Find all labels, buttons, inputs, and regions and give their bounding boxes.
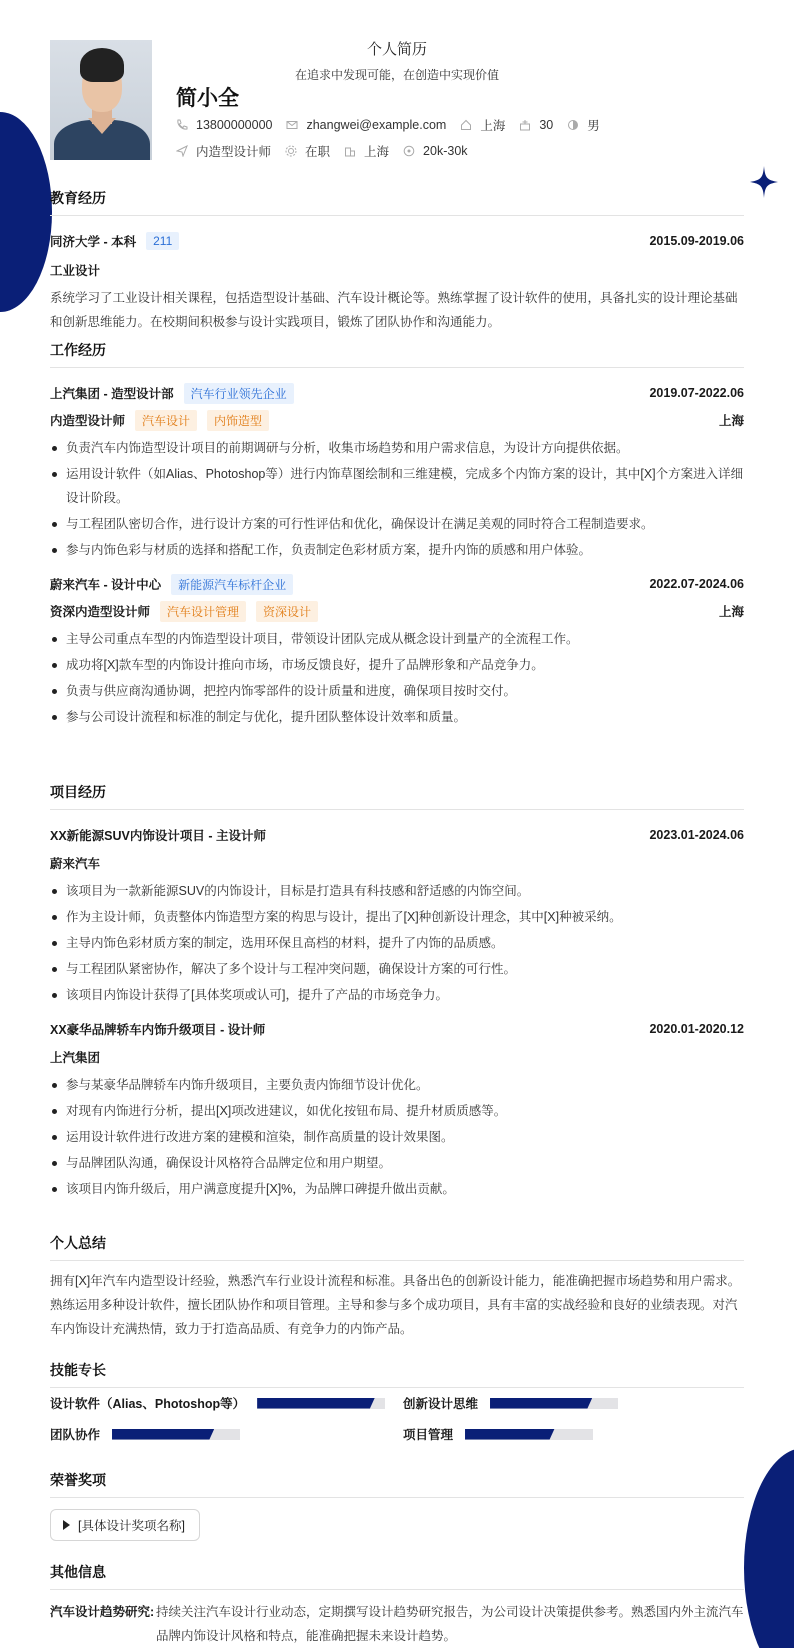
project-bullets: [50, 1073, 744, 1201]
school-name: 同济大学 - 本科: [50, 235, 137, 249]
role-name: 资深内造型设计师: [50, 605, 151, 619]
awards-section: [50, 1470, 744, 1541]
position-icon: [176, 145, 188, 157]
contact-row: [176, 116, 614, 134]
school-tag: 211: [146, 232, 179, 250]
skill-bar-fill: [257, 1398, 375, 1409]
skill-item: [50, 1394, 385, 1412]
other-section: [50, 1562, 744, 1648]
list-item: 参与公司设计流程和标准的制定与优化，提升团队整体设计效率和质量。: [50, 705, 744, 729]
section-title: 项目经历: [50, 782, 744, 810]
position: [176, 142, 271, 160]
award-item[interactable]: [50, 1509, 200, 1541]
company-name: 上汽集团 - 造型设计部: [50, 387, 174, 401]
salary-value: 20k-30k: [423, 144, 468, 158]
salary-icon: [403, 145, 415, 157]
work-city: 上海: [718, 414, 744, 428]
work-section: [50, 340, 744, 731]
work-city: [344, 142, 389, 160]
salary: [403, 144, 467, 158]
position-value: 内造型设计师: [196, 145, 272, 159]
work-period: 2019.07-2022.06: [649, 386, 744, 400]
city-icon: [344, 145, 356, 157]
gender-value: 男: [587, 119, 600, 133]
skill-item: [50, 1425, 240, 1443]
age-value: 30: [539, 118, 554, 132]
skill-item: [403, 1394, 618, 1412]
skill-bar-fill: [490, 1398, 592, 1409]
job-intent-row: [176, 142, 482, 160]
major-name: 工业设计: [50, 264, 101, 278]
list-item: 作为主设计师，负责整体内饰造型方案的构思与设计，提出了[X]种创新设计理念，其中[X]种被采纳。: [50, 905, 744, 929]
phone-icon: [176, 119, 188, 131]
home-icon: [460, 119, 472, 131]
education-head: [50, 231, 744, 251]
resume-page: [50, 30, 744, 1643]
other-text: 持续关注汽车设计行业动态，定期撰写设计趋势研究报告，为公司设计决策提供参考。熟悉国内外主流汽车品牌内饰设计风格和特点，能准确把握未来设计趋势。: [156, 1605, 744, 1643]
summary-section: [50, 1233, 744, 1341]
skill-item: [403, 1425, 593, 1443]
project-name: XX新能源SUV内饰设计项目 - 主设计师: [50, 829, 266, 843]
email: [286, 118, 446, 132]
expand-triangle-icon: [63, 1520, 70, 1530]
other-label: 汽车设计趋势研究:: [50, 1605, 155, 1619]
company-name: 蔚来汽车 - 设计中心: [50, 578, 162, 592]
skill-bar: [465, 1429, 593, 1440]
list-item: 运用设计软件（如Alias、Photoshop等）进行内饰草图绘制和三维建模，完成多个内饰方案的设计，其中[X]个方案进入详细设计阶段。: [50, 462, 744, 510]
list-item: 负责汽车内饰造型设计项目的前期调研与分析，收集市场趋势和用户需求信息，为设计方向提供依据。: [50, 436, 744, 460]
gender: [567, 116, 600, 134]
email-icon: [286, 119, 298, 131]
role-row: [50, 601, 744, 621]
project-org-name: 上汽集团: [50, 1051, 101, 1065]
work-period: 2022.07-2024.06: [649, 577, 744, 591]
list-item: 该项目内饰设计获得了[具体奖项或认可]，提升了产品的市场竞争力。: [50, 983, 744, 1007]
work-city: 上海: [718, 605, 744, 619]
location-value: 上海: [480, 119, 506, 133]
other-item: [50, 1600, 744, 1648]
list-item: 主导内饰色彩材质方案的制定，选用环保且高档的材料，提升了内饰的品质感。: [50, 931, 744, 955]
role-name: 内造型设计师: [50, 414, 126, 428]
project-entry: [50, 1019, 744, 1201]
work-head: [50, 383, 744, 403]
section-title: 工作经历: [50, 340, 744, 368]
work-entry: [50, 574, 744, 729]
education-description: 系统学习了工业设计相关课程，包括造型设计基础、汽车设计概论等。熟练掌握了设计软件的使用，具备扎实的设计理论基础和创新思维能力。在校期间积极参与设计实践项目，锻炼了团队协作和沟通能力。: [50, 291, 738, 329]
section-title: 教育经历: [50, 188, 744, 216]
role-row: [50, 410, 744, 430]
project-period: 2020.01-2020.12: [649, 1022, 744, 1036]
role-tag: 资深设计: [256, 601, 318, 622]
education-period: 2015.09-2019.06: [649, 234, 744, 248]
email-value: zhangwei@example.com: [306, 118, 447, 132]
project-bullets: [50, 879, 744, 1007]
skill-name: 团队协作: [50, 1428, 101, 1442]
resume-motto: 在追求中发现可能，在创造中实现价值: [294, 68, 499, 82]
status-icon: [285, 145, 297, 157]
major: [50, 260, 744, 280]
age-icon: [519, 119, 531, 131]
list-item: 与工程团队紧密协作，解决了多个设计与工程冲突问题，确保设计方案的可行性。: [50, 957, 744, 981]
star-icon: [750, 166, 778, 198]
skill-bar: [112, 1429, 240, 1440]
work-entry: [50, 383, 744, 562]
list-item: 对现有内饰进行分析，提出[X]项改进建议，如优化按钮布局、提升材质质感等。: [50, 1099, 744, 1123]
summary-text: 拥有[X]年汽车内造型设计经验，熟悉汽车行业设计流程和标准。具备出色的创新设计能力，能准确把握市场趋势和用户需求。熟练运用多种设计软件，擅长团队协作和项目管理。主导和参与多个成功项目，具有丰富的实战经验和良好的业绩表现。对汽车内饰设计充满热情，致力于打造高品质、有竞争力的内饰产品。: [50, 1274, 741, 1336]
phone: [176, 118, 272, 132]
status: [285, 142, 330, 160]
skill-name: 项目管理: [403, 1428, 454, 1442]
section-title: 个人总结: [50, 1233, 744, 1261]
project-org: [50, 1047, 744, 1067]
decorative-blob-right: [744, 1448, 794, 1648]
section-title: 荣誉奖项: [50, 1470, 744, 1498]
project-org: [50, 853, 744, 873]
list-item: 参与内饰色彩与材质的选择和搭配工作，负责制定色彩材质方案，提升内饰的质感和用户体验。: [50, 538, 744, 562]
decorative-blob-left: [0, 112, 52, 312]
status-value: 在职: [305, 145, 331, 159]
phone-value: 13800000000: [196, 118, 273, 132]
skill-bar-fill: [465, 1429, 555, 1440]
role-tag: 内饰造型: [207, 410, 269, 431]
project-org-name: 蔚来汽车: [50, 857, 101, 871]
candidate-name: 简小全: [176, 87, 239, 110]
list-item: 与工程团队密切合作，进行设计方案的可行性评估和优化，确保设计在满足美观的同时符合工程制造要求。: [50, 512, 744, 536]
resume-title: 个人简历: [366, 41, 427, 58]
age: [519, 118, 553, 132]
company-tag: 新能源汽车标杆企业: [171, 574, 293, 595]
award-name: [具体设计奖项名称]: [78, 1519, 185, 1533]
list-item: 主导公司重点车型的内饰造型设计项目，带领设计团队完成从概念设计到量产的全流程工作。: [50, 627, 744, 651]
skill-name: 创新设计思维: [403, 1397, 479, 1411]
role-tag: 汽车设计管理: [160, 601, 246, 622]
resume-header: [50, 30, 744, 170]
project-entry: [50, 825, 744, 1007]
education-section: [50, 188, 744, 334]
work-city-value: 上海: [364, 145, 390, 159]
work-head: [50, 574, 744, 594]
list-item: 该项目内饰升级后，用户满意度提升[X]%，为品牌口碑提升做出贡献。: [50, 1177, 744, 1201]
project-name: XX豪华品牌轿车内饰升级项目 - 设计师: [50, 1023, 266, 1037]
work-bullets: [50, 627, 744, 729]
skill-name: 设计软件（Alias、Photoshop等）: [50, 1397, 246, 1411]
skill-bar-fill: [112, 1429, 214, 1440]
list-item: 运用设计软件进行改进方案的建模和渲染，制作高质量的设计效果图。: [50, 1125, 744, 1149]
skills-section: [50, 1360, 744, 1440]
company-tag: 汽车行业领先企业: [184, 383, 294, 404]
project-head: [50, 825, 744, 845]
list-item: 负责与供应商沟通协调，把控内饰零部件的设计质量和进度，确保项目按时交付。: [50, 679, 744, 703]
project-period: 2023.01-2024.06: [649, 828, 744, 842]
section-title: 其他信息: [50, 1562, 744, 1590]
location: [460, 116, 505, 134]
projects-section: [50, 782, 744, 1203]
skill-bar: [257, 1398, 385, 1409]
list-item: 参与某豪华品牌轿车内饰升级项目，主要负责内饰细节设计优化。: [50, 1073, 744, 1097]
project-head: [50, 1019, 744, 1039]
list-item: 与品牌团队沟通，确保设计风格符合品牌定位和用户期望。: [50, 1151, 744, 1175]
gender-icon: [567, 119, 579, 131]
section-title: 技能专长: [50, 1360, 744, 1388]
skill-bar: [490, 1398, 618, 1409]
list-item: 成功将[X]款车型的内饰设计推向市场，市场反馈良好，提升了品牌形象和产品竞争力。: [50, 653, 744, 677]
list-item: 该项目为一款新能源SUV的内饰设计，目标是打造具有科技感和舒适感的内饰空间。: [50, 879, 744, 903]
work-bullets: [50, 436, 744, 562]
role-tag: 汽车设计: [135, 410, 197, 431]
